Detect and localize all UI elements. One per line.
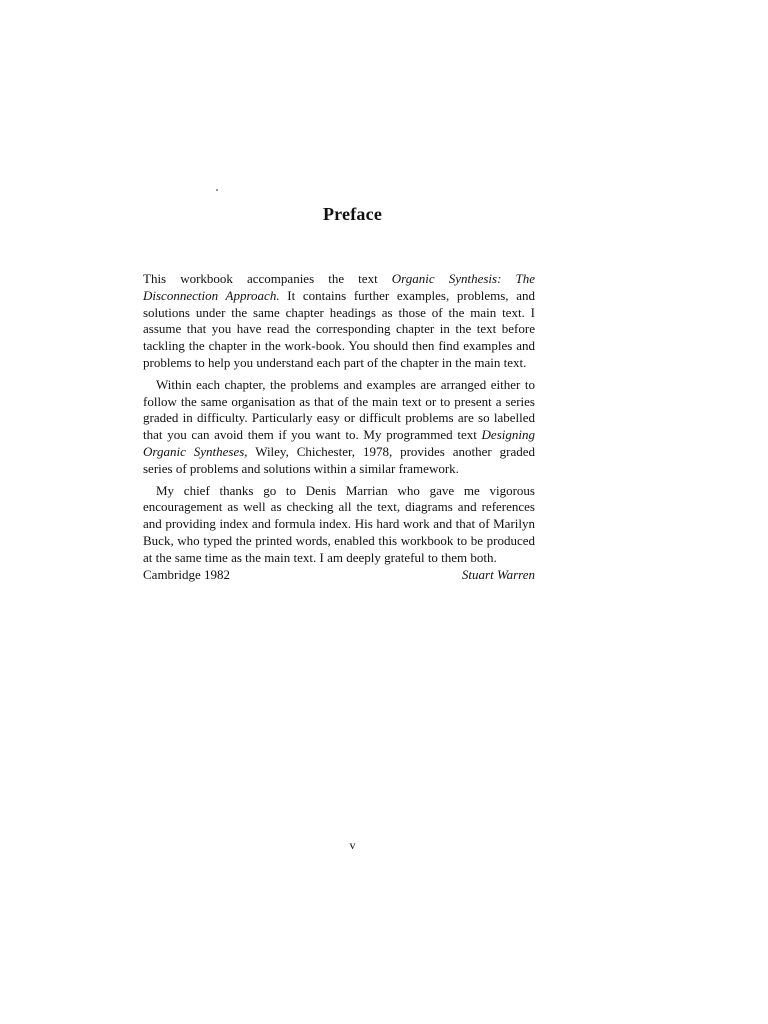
page-title: Preface	[322, 204, 383, 224]
page-number: v	[349, 838, 356, 852]
paragraph-1-text-a: This workbook accompanies the text	[143, 271, 392, 286]
paragraph-2	[143, 377, 535, 478]
paragraph-1	[143, 271, 535, 372]
paragraph-2-text-c: Wiley, Chichester, 1978, provides another graded series of problems and solutions within a similar framework.	[143, 443, 535, 476]
preface-body	[143, 271, 535, 572]
place-date: Cambridge 1982	[143, 567, 231, 582]
author-name: Stuart Warren	[461, 567, 535, 582]
paragraph-3: My chief thanks go to Denis Marrian who gave me vigorous encouragement as well as checking all the text, diagrams and references and providing index and formula index. His hard work and that of Marilyn Buck, who typed the printed words, enabled this workbook to be produced at the same time as the main text. I am deeply grateful to them both.	[143, 482, 535, 565]
programmed-text-title: Designing Organic Syntheses,	[143, 427, 535, 459]
scan-speck	[216, 189, 218, 191]
signoff	[143, 567, 535, 583]
main-text-book-title: Organic Synthesis: The Disconnection Approach.	[143, 271, 535, 303]
paragraph-2-text-a: Within each chapter, the problems and examples are arranged either to follow the same organisation as that of the main text or to present a series graded in difficulty. Particularly easy or difficult problems are so labelled that you can avoid them if you want to. My programmed text	[143, 376, 535, 443]
paragraph-1-text-c: It contains further examples, problems, and solutions under the same chapter headings as those of the main text. I assume that you have read the corresponding chapter in the text before tackling the chapter in the work-book. You should then find examples and problems to help you understand each part of the chapter in the main text.	[143, 287, 535, 370]
